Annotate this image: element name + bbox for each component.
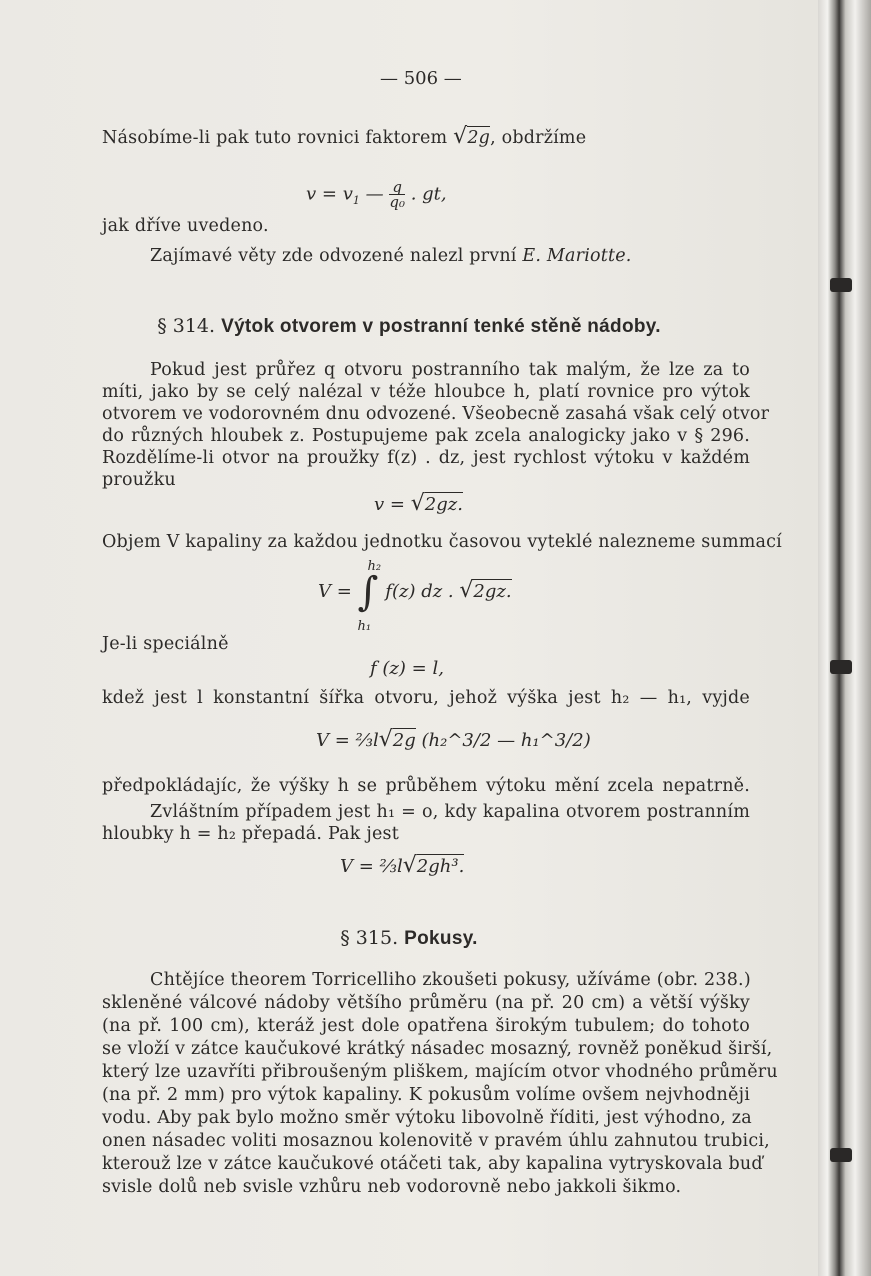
section-315-title: Pokusy. [404, 928, 478, 949]
paragraph-314-line: míti, jako by se celý nalézal v téže hloubce h, platí rovnice pro výtok [102, 382, 750, 402]
paragraph-315-line: vodu. Aby pak bylo možno směr výtoku libovolně říditi, jest výhodno, za [102, 1108, 752, 1128]
section-heading-314 [0, 314, 818, 339]
paragraph-315-line: onen násadec voliti mosaznou kolenovitě v pravém úhlu zahnutou trubici, [102, 1131, 770, 1151]
eq1-lhs: v = v [306, 183, 353, 205]
section-314-title: Výtok otvorem v postranní tenké stěně nádoby. [221, 316, 661, 337]
book-binding-edge [818, 0, 871, 1276]
eq1-sub: 1 [352, 194, 360, 208]
integral-glyph: ∫ [357, 569, 379, 615]
paragraph-315-line: Chtějíce theorem Torricelliho zkoušeti pokusy, užíváme (obr. 238.) [150, 970, 751, 990]
section-314-number: § 314. [157, 315, 216, 337]
line-hloubky: hloubky h = h₂ přepadá. Pak jest [102, 824, 399, 844]
eq-int-body: f(z) dz . [385, 581, 454, 602]
binding-clip [830, 278, 852, 292]
paragraph-314-line: otvorem ve vodorovném dnu odvozené. Všeobecně zasahá však celý otvor [102, 404, 770, 424]
paragraph-315-line: (na př. 2 mm) pro výtok kapaliny. K pokusům volíme ovšem nejvhodněji [102, 1085, 750, 1105]
factor-intro: Násobíme-li pak tuto rovnici faktorem [102, 128, 448, 148]
paragraph-314-line: Rozdělíme-li otvor na proužky f(z) . dz, jest rychlost výtoku v každém [102, 448, 750, 468]
integral-upper: h₂ [367, 559, 382, 574]
eq2-radicand: 2g [392, 730, 416, 751]
eq3-radicand: 2gh³. [416, 856, 465, 877]
paragraph-314-line: proužku [102, 470, 176, 490]
line-zajimave [150, 246, 750, 266]
sqrt-sign: √ [402, 853, 417, 878]
eq1-denominator: q₀ [389, 193, 405, 211]
eq1-numerator: q [389, 180, 405, 195]
line-jeli: Je-li speciálně [102, 634, 229, 654]
factor-radicand: 2g [467, 128, 491, 148]
paragraph-314-line: do různých hloubek z. Postupujeme pak zcela analogicky jako v § 296. [102, 426, 750, 446]
binding-clip [830, 660, 852, 674]
paragraph-315-line: který lze uzavříti přibroušeným pliškem, majícím otvor vhodného průměru [102, 1062, 778, 1082]
zajimave-text: Zajímavé věty zde odvozené nalezl první [150, 246, 517, 266]
eq2-coef: ⅔ [355, 730, 373, 751]
sqrt-sign: √ [453, 124, 468, 149]
sqrt-sign: √ [378, 727, 393, 752]
sqrt-sign: √ [410, 491, 425, 516]
equation-velocity [306, 180, 447, 212]
paragraph-315-line: skleněné válcové nádoby většího průměru (na př. 20 cm) a větší výšky [102, 993, 750, 1013]
factor-tail: , obdržíme [490, 128, 587, 148]
equation-volume-constant-width [316, 728, 591, 752]
eq3-lhs: V = [340, 856, 374, 877]
paragraph-line [102, 126, 750, 148]
paragraph-314-line: Pokud jest průřez q otvoru postranního tak malým, že lze za to [150, 360, 750, 380]
equation-volume-integral [318, 559, 512, 634]
section-heading-315 [0, 926, 818, 951]
eq2-lhs: V = [316, 730, 350, 751]
integral-sign [357, 559, 382, 634]
equation-fz: f (z) = l, [370, 658, 444, 679]
integral-lower: h₁ [357, 619, 372, 634]
line-zvlastnim: Zvláštním případem jest h₁ = o, kdy kapalina otvorem postranním [150, 802, 750, 822]
eq-v-radicand: 2gz. [424, 494, 463, 515]
eq-int-lhs: V = [318, 581, 352, 602]
eq2-l: l [373, 730, 379, 751]
eq2-body: (h₂^3/2 — h₁^3/2) [421, 730, 591, 751]
eq1-minus: — [359, 183, 384, 205]
eq-int-radicand: 2gz. [473, 581, 512, 602]
paragraph-315-line: (na př. 100 cm), kteráž jest dole opatřena širokým tubulem; do tohoto [102, 1016, 750, 1036]
line-objem: Objem V kapaliny za každou jednotku časovou vyteklé nalezneme summací [102, 532, 782, 552]
binding-clip [830, 1148, 852, 1162]
eq3-l: l [397, 856, 403, 877]
line-predpokladajic: předpokládajíc, že výšky h se průběhem výtoku mění zcela nepatrně. [102, 776, 750, 796]
paragraph-315-line: svisle dolů neb svisle vzhůru neb vodorovně nebo jakkoli šikmo. [102, 1177, 682, 1197]
page-number: — 506 — [380, 68, 462, 89]
paragraph-315-line: se vloží v zátce kaučukové krátký násadec mosazný, rovněž poněkud širší, [102, 1039, 773, 1059]
paragraph-315-line: kterouž lze v zátce kaučukové otáčeti tak, aby kapalina vytryskovala buď [102, 1154, 763, 1174]
line-jak: jak dříve uvedeno. [102, 216, 269, 236]
eq1-fraction [389, 180, 405, 209]
sqrt-sign: √ [459, 578, 474, 603]
line-kdez: kdež jest l konstantní šířka otvoru, jehož výška jest h₂ — h₁, vyjde [102, 688, 750, 708]
eq3-coef: ⅔ [379, 856, 397, 877]
equation-volume-full [340, 854, 464, 878]
mariotte-name: E. Mariotte. [522, 246, 632, 266]
eq1-rest: . gt, [410, 183, 447, 205]
eq-v-lhs: v = [374, 494, 405, 515]
section-315-number: § 315. [340, 927, 399, 949]
equation-v-sqrt [374, 492, 463, 516]
